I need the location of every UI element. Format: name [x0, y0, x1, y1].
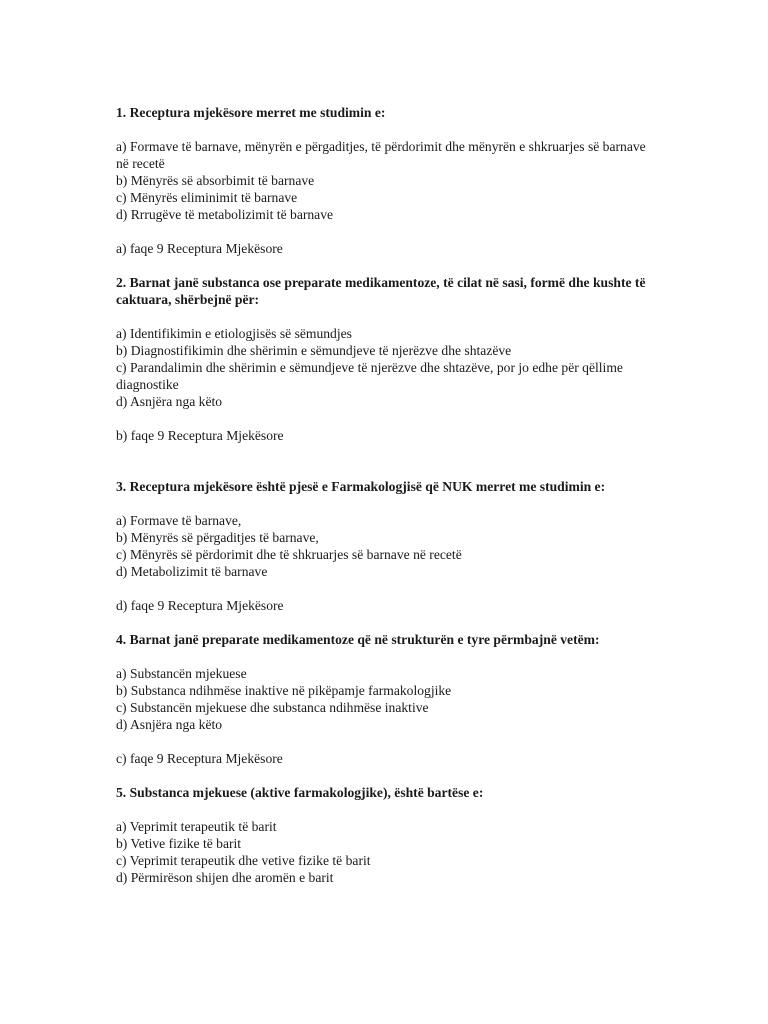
question-title: 1. Receptura mjekësore merret me studimin e:: [116, 105, 386, 120]
option-b: b) Mënyrës së absorbimit të barnave: [116, 173, 315, 188]
option-c: c) Veprimit terapeutik dhe vetive fizike të barit: [116, 853, 371, 868]
question-block-3: [116, 478, 656, 614]
answer-reference: c) faqe 9 Receptura Mjekësore: [116, 751, 283, 766]
question-title: 4. Barnat janë preparate medikamentoze që në strukturën e tyre përmbajnë vetëm:: [116, 632, 600, 647]
question-title: 5. Substanca mjekuese (aktive farmakologjike), është bartëse e:: [116, 785, 484, 800]
option-a: a) Substancën mjekuese: [116, 666, 247, 681]
option-c: c) Substancën mjekuese dhe substanca ndihmëse inaktive: [116, 700, 429, 715]
option-d: d) Asnjëra nga këto: [116, 394, 223, 409]
question-title: 3. Receptura mjekësore është pjesë e Farmakologjisë që NUK merret me studimin e:: [116, 479, 606, 494]
option-c: c) Mënyrës eliminimit të barnave: [116, 190, 298, 205]
option-list: [116, 512, 656, 580]
option-a: a) Veprimit terapeutik të barit: [116, 819, 277, 834]
option-c: c) Mënyrës së përdorimit dhe të shkruarjes së barnave në recetë: [116, 547, 462, 562]
option-a: a) Identifikimin e etiologjisës së sëmundjes: [116, 326, 352, 341]
answer-reference: a) faqe 9 Receptura Mjekësore: [116, 241, 283, 256]
option-b: b) Substanca ndihmëse inaktive në pikëpamje farmakologjike: [116, 683, 452, 698]
answer-reference: b) faqe 9 Receptura Mjekësore: [116, 428, 284, 443]
option-list: [116, 325, 656, 410]
option-a: a) Formave të barnave,: [116, 513, 242, 528]
option-d: d) Asnjëra nga këto: [116, 717, 223, 732]
option-b: b) Diagnostifikimin dhe shërimin e sëmundjeve të njerëzve dhe shtazëve: [116, 343, 512, 358]
document-page: [116, 104, 656, 886]
option-b: b) Mënyrës së përgaditjes të barnave,: [116, 530, 319, 545]
question-title: 2. Barnat janë substanca ose preparate medikamentoze, të cilat në sasi, formë dhe kushte të caktuara, shërbejnë për:: [116, 275, 646, 307]
answer-reference: d) faqe 9 Receptura Mjekësore: [116, 598, 284, 613]
question-block-1: [116, 104, 656, 257]
option-c: c) Parandalimin dhe shërimin e sëmundjeve të njerëzve dhe shtazëve, por jo edhe për qëllime diagnostike: [116, 360, 623, 392]
option-list: [116, 665, 656, 733]
option-b: b) Vetive fizike të barit: [116, 836, 242, 851]
question-block-2: [116, 274, 656, 444]
option-d: d) Përmirëson shijen dhe aromën e barit: [116, 870, 334, 885]
question-block-5: [116, 784, 656, 886]
option-list: [116, 138, 656, 223]
option-list: [116, 818, 656, 886]
option-a: a) Formave të barnave, mënyrën e përgaditjes, të përdorimit dhe mënyrën e shkruarjes së barnave në recetë: [116, 139, 646, 171]
option-d: d) Rrrugëve të metabolizimit të barnave: [116, 207, 334, 222]
option-d: d) Metabolizimit të barnave: [116, 564, 268, 579]
question-block-4: [116, 631, 656, 767]
